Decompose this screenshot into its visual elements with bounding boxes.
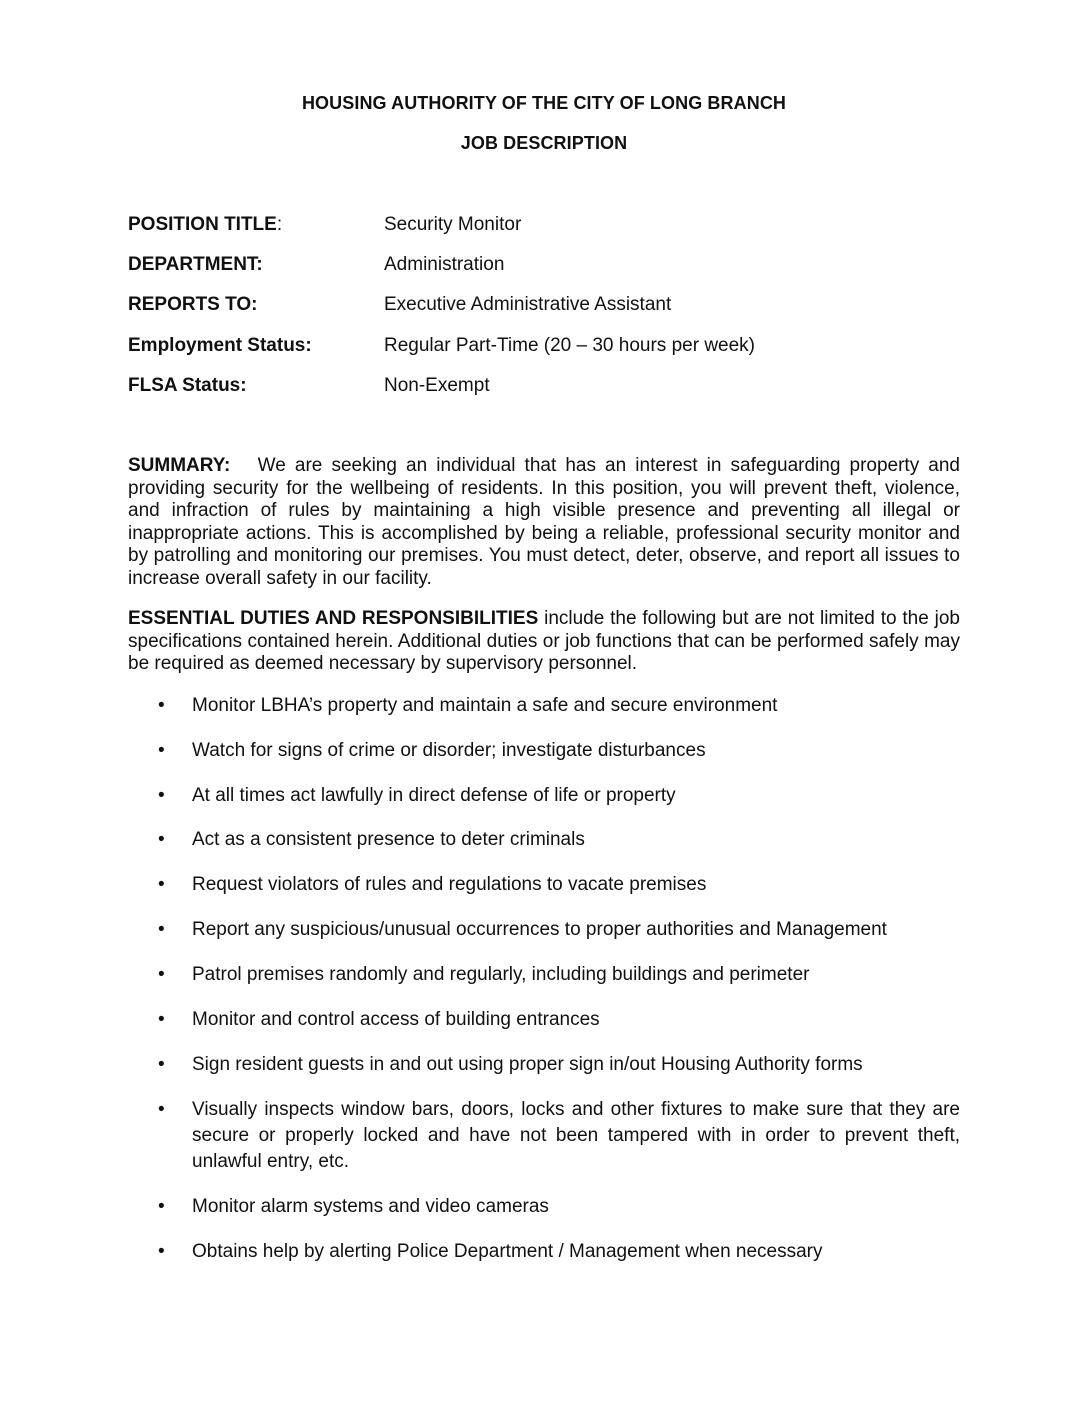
summary-text: We are seeking an individual that has an interest in safeguarding property and providing security for the wellbeing of residents. In this position, you will prevent theft, violence, and infraction of rules by maintaining a high visible presence and preventing all illegal or inappropriate actions. This is accomplished by being a reliable, professional security monitor and by patrolling and monitoring our premises. You must detect, deter, observe, and report all issues to increase overall safety in our facility. — [128, 455, 960, 589]
document-type-heading: JOB DESCRIPTION — [460, 133, 628, 153]
duty-text: Sign resident guests in and out using proper sign in/out Housing Authority forms — [192, 1054, 863, 1075]
duty-text: Visually inspects window bars, doors, locks and other fixtures to make sure that they are secure or properly locked and have not been tampered with in order to prevent theft, unlawful entry, etc. — [192, 1099, 960, 1172]
bullet-icon: • — [158, 964, 165, 985]
summary-paragraph — [128, 455, 960, 591]
organization-heading: HOUSING AUTHORITY OF THE CITY OF LONG BRANCH — [301, 93, 787, 113]
duty-text: At all times act lawfully in direct defense of life or property — [192, 785, 676, 806]
duty-text: Monitor and control access of building entrances — [192, 1009, 600, 1030]
duty-text: Monitor alarm systems and video cameras — [192, 1196, 549, 1217]
field-label-colon: : — [276, 214, 283, 235]
field-value: Administration — [384, 254, 505, 275]
bullet-icon: • — [158, 740, 165, 761]
field-label: REPORTS TO: — [128, 294, 258, 315]
field-label — [128, 213, 282, 237]
field-value: Regular Part-Time (20 – 30 hours per week) — [384, 335, 756, 356]
bullet-icon: • — [158, 829, 165, 850]
duty-text: Monitor LBHA’s property and maintain a safe and secure environment — [192, 695, 778, 716]
duties-intro-paragraph — [128, 608, 960, 676]
bullet-icon: • — [158, 1009, 165, 1030]
field-label: Employment Status: — [128, 335, 312, 356]
duties-intro-text: include the following but are not limited to the job specifications contained herein. Additional duties or job functions that can be performed safely may be required as deemed necessary by supervisory personnel. — [128, 608, 961, 675]
field-value: Executive Administrative Assistant — [384, 294, 672, 315]
field-value: Security Monitor — [384, 214, 522, 235]
bullet-icon: • — [158, 874, 165, 895]
bullet-icon: • — [158, 919, 165, 940]
duty-text: Watch for signs of crime or disorder; investigate disturbances — [192, 740, 706, 761]
duty-text: Request violators of rules and regulations to vacate premises — [192, 874, 707, 895]
field-label: FLSA Status: — [128, 375, 247, 396]
bullet-icon: • — [158, 695, 165, 716]
summary-label: SUMMARY: — [128, 455, 231, 476]
bullet-icon: • — [158, 1054, 165, 1075]
bullet-icon: • — [158, 1099, 165, 1120]
duty-text: Patrol premises randomly and regularly, including buildings and perimeter — [192, 964, 810, 985]
duty-text: Act as a consistent presence to deter criminals — [192, 829, 585, 850]
duty-text: Obtains help by alerting Police Department / Management when necessary — [192, 1241, 823, 1262]
field-value: Non-Exempt — [384, 375, 490, 396]
bullet-icon: • — [158, 785, 165, 806]
bullet-icon: • — [158, 1241, 165, 1262]
field-label: DEPARTMENT: — [128, 254, 263, 275]
duties-intro-label: ESSENTIAL DUTIES AND RESPONSIBILITIES — [128, 608, 539, 629]
bullet-icon: • — [158, 1196, 165, 1217]
field-label-text: POSITION TITLE — [128, 214, 277, 235]
duty-text: Report any suspicious/unusual occurrences to proper authorities and Management — [192, 919, 887, 940]
